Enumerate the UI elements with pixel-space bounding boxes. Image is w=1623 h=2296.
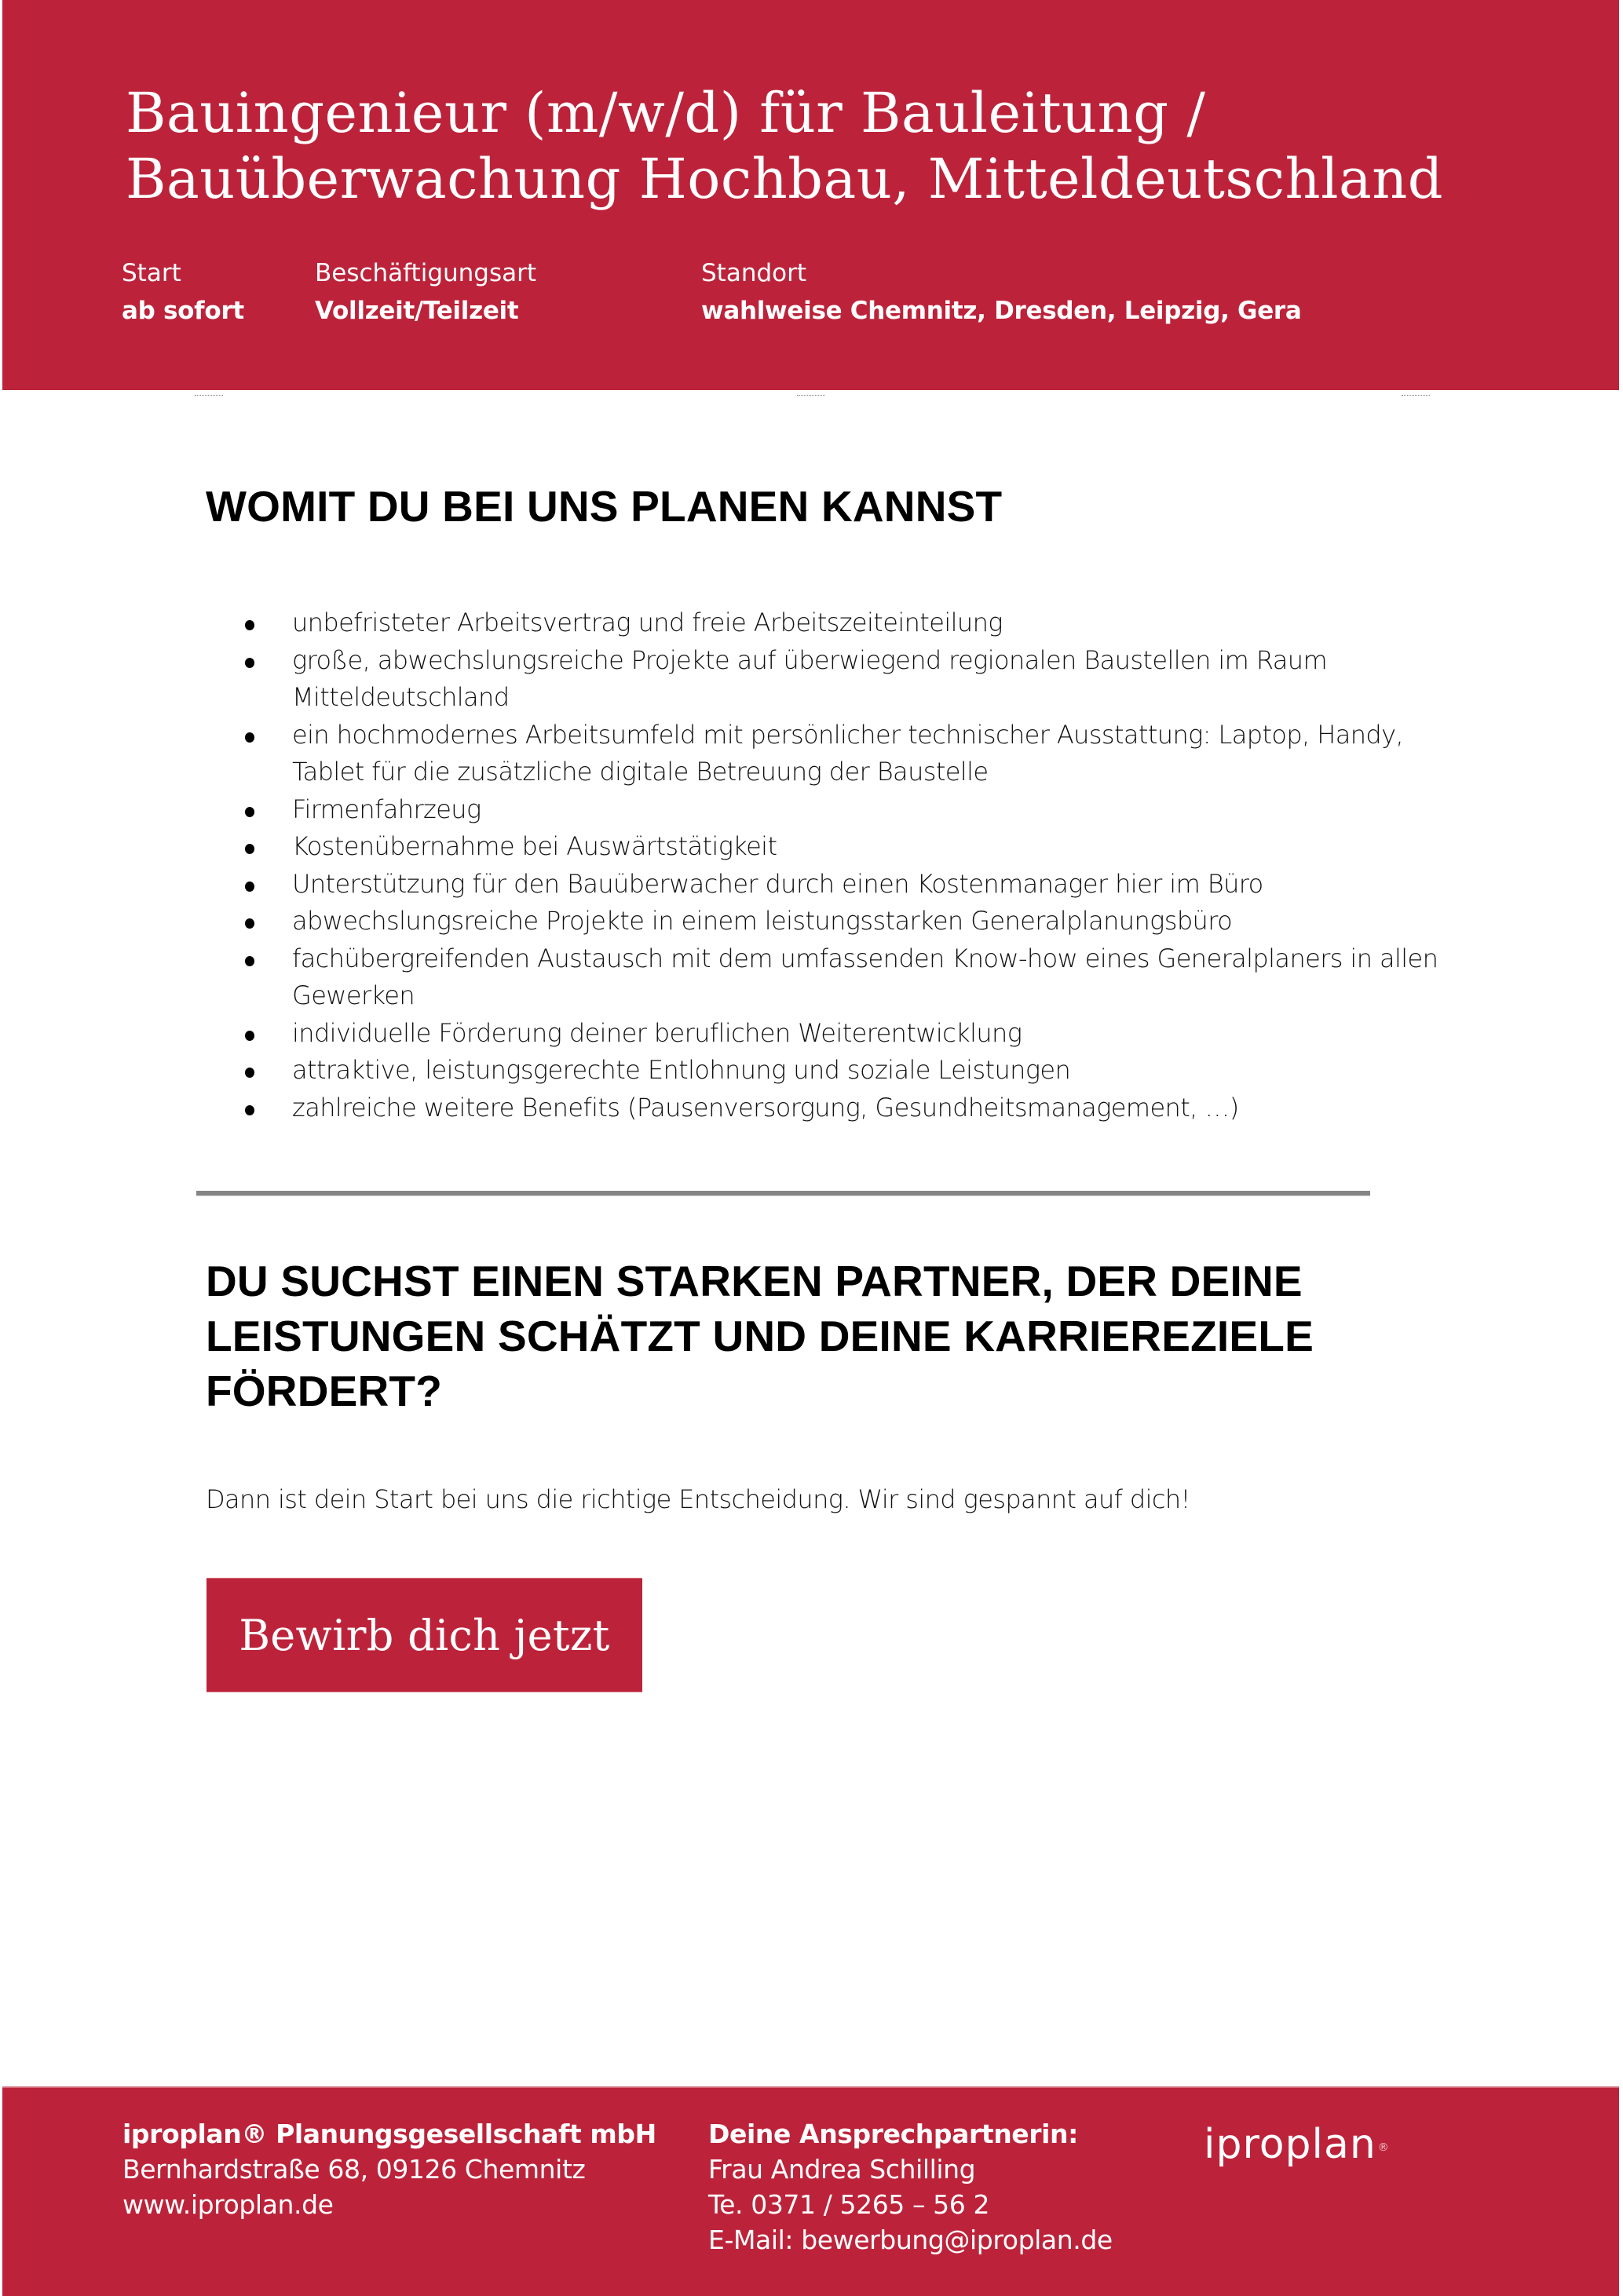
meta-location-label: Standort bbox=[701, 259, 807, 287]
footer-company bbox=[122, 2116, 656, 2222]
job-title-line-2: Bauüberwachung Hochbau, Mitteldeutschland bbox=[126, 147, 1444, 211]
meta-start-label: Start bbox=[122, 259, 181, 287]
job-title bbox=[126, 80, 1578, 212]
meta-employment-type-label: Beschäftigungsart bbox=[315, 259, 537, 287]
benefit-item bbox=[236, 1052, 1445, 1090]
job-title-line-1: Bauingenieur (m/w/d) für Bauleitung / bbox=[126, 81, 1206, 145]
meta-start-value: ab sofort bbox=[122, 297, 244, 325]
benefit-text: fachübergreifenden Austausch mit dem umfassenden Know-how eines Generalplaners in allen Gewerken bbox=[292, 943, 1438, 1010]
benefit-item bbox=[236, 828, 1445, 866]
contact-heading: Deine Ansprechpartnerin: bbox=[708, 2119, 1078, 2149]
benefit-text: unbefristeter Arbeitsvertrag und freie Arbeitszeiteinteilung bbox=[292, 608, 1003, 637]
benefit-text: Unterstützung für den Bauüberwacher durch einen Kostenmanager hier im Büro bbox=[292, 868, 1263, 899]
bullet-icon bbox=[245, 844, 254, 854]
decorative-mark bbox=[195, 390, 223, 396]
bullet-icon bbox=[245, 1068, 254, 1078]
cta-heading bbox=[206, 1254, 1462, 1418]
contact-phone: Te. 0371 / 5265 – 56 2 bbox=[708, 2189, 990, 2220]
section-divider bbox=[196, 1191, 1370, 1196]
benefit-text: individuelle Förderung deiner beruflichen Weiterentwicklung bbox=[292, 1017, 1022, 1048]
cta-heading-line-3: FÖRDERT? bbox=[206, 1367, 443, 1415]
benefit-text: Firmenfahrzeug bbox=[292, 794, 481, 824]
company-address: Bernhardstraße 68, 09126 Chemnitz bbox=[122, 2154, 586, 2185]
bullet-icon bbox=[245, 807, 254, 817]
company-name: iproplan® Planungsgesellschaft mbH bbox=[122, 2119, 656, 2149]
benefit-item bbox=[236, 642, 1445, 717]
benefits-heading: WOMIT DU BEI UNS PLANEN KANNST bbox=[206, 482, 1003, 531]
contact-email-link[interactable]: E-Mail: bewerbung@iproplan.de bbox=[708, 2225, 1113, 2255]
footer bbox=[2, 2086, 1619, 2296]
logo-text: iproplan bbox=[1204, 2121, 1376, 2168]
bullet-icon bbox=[245, 620, 254, 630]
benefit-text: abwechslungsreiche Projekte in einem leistungsstarken Generalplanungsbüro bbox=[292, 906, 1233, 936]
cta-text: Dann ist dein Start bei uns die richtige Entscheidung. Wir sind gespannt auf dich! bbox=[206, 1484, 1190, 1514]
cta-heading-line-1: DU SUCHST EINEN STARKEN PARTNER, DER DEINE bbox=[206, 1257, 1303, 1305]
benefit-text: große, abwechslungsreiche Projekte auf überwiegend regionalen Baustellen im Raum Mitteldeutschland bbox=[292, 644, 1328, 712]
decorative-mark bbox=[1402, 390, 1430, 396]
meta-start bbox=[122, 256, 244, 331]
job-header bbox=[2, 0, 1619, 390]
benefit-item bbox=[236, 1015, 1445, 1053]
bullet-icon bbox=[245, 732, 254, 743]
benefit-item bbox=[236, 903, 1445, 940]
bullet-icon bbox=[245, 956, 254, 966]
contact-name: Frau Andrea Schilling bbox=[708, 2154, 976, 2185]
meta-employment-type-value: Vollzeit/Teilzeit bbox=[315, 297, 519, 325]
bullet-icon bbox=[245, 882, 254, 892]
bullet-icon bbox=[245, 1105, 254, 1115]
apply-button[interactable]: Bewirb dich jetzt bbox=[207, 1578, 642, 1692]
benefit-item bbox=[236, 604, 1445, 642]
bullet-icon bbox=[245, 1031, 254, 1041]
benefit-item bbox=[236, 717, 1445, 791]
benefit-item bbox=[236, 1090, 1445, 1127]
company-website-link[interactable]: www.iproplan.de bbox=[122, 2189, 334, 2220]
benefit-item bbox=[236, 866, 1445, 903]
benefit-text: Kostenübernahme bei Auswärtstätigkeit bbox=[292, 831, 777, 861]
benefit-text: attraktive, leistungsgerechte Entlohnung und soziale Leistungen bbox=[292, 1055, 1071, 1085]
decorative-mark bbox=[797, 390, 825, 396]
meta-location-value: wahlweise Chemnitz, Dresden, Leipzig, Gera bbox=[701, 297, 1302, 325]
benefit-item bbox=[236, 940, 1445, 1015]
footer-contact bbox=[708, 2116, 1113, 2258]
iproplan-logo bbox=[1204, 2121, 1390, 2168]
bullet-icon bbox=[245, 658, 254, 668]
benefit-item bbox=[236, 791, 1445, 829]
benefit-text: zahlreiche weitere Benefits (Pausenversorgung, Gesundheitsmanagement, …) bbox=[292, 1092, 1239, 1122]
meta-employment-type bbox=[315, 256, 536, 331]
bullet-icon bbox=[245, 918, 254, 929]
cta-heading-line-2: LEISTUNGEN SCHÄTZT UND DEINE KARRIEREZIELE bbox=[206, 1312, 1314, 1360]
benefits-list bbox=[236, 604, 1445, 1126]
benefit-text: ein hochmodernes Arbeitsumfeld mit persönlicher technischer Ausstattung: Laptop, Handy, Tablet für die zusätzliche digitale Betreuung der Baustelle bbox=[292, 719, 1404, 787]
meta-location bbox=[701, 256, 1302, 331]
registered-mark-icon: ® bbox=[1377, 2141, 1390, 2154]
